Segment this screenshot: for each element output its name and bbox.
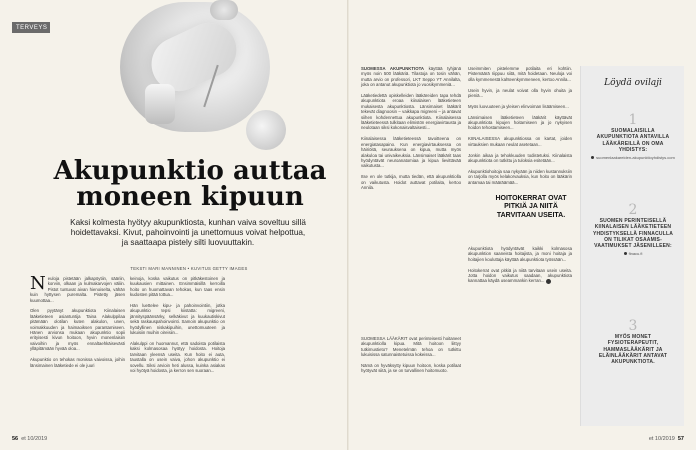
bullet-icon — [624, 252, 627, 255]
sidebar-item — [591, 112, 675, 160]
body-text: SUOMESSA LÄÄKÄRIT ovat perinteisesti hoitaneet akupunktiolla kipua. Mitä hoitoon liittyy tutkimustieto? Menetelmän tehoa on tutkittu lukuisissa satunnaistetuissa kokeissa... Nämä on hyväksytty kipuun hoitoon, koska potilaat hyötyvät siitä, ja se on turvallinen hoitomuoto. — [361, 336, 461, 374]
body-text: Useimmiten pistelemme potilaita eri kohtiin. Pistemäärä riippuu siitä, mitä hoidetaan. Neuloja voi olla kymmenestä kahteenkymmeneen, kertoo Annila... Usein hyvin, ja neulat voivat olla hyvin ohuita ja pieniä... Myös luovuuteen ja yleisen elinvoiman lisäämiseen... Länsimaisen lääketieteen lääkärit käyttävät akupunktiota kipujen hoitamiseen ja jo nykyisen hoidon tehostamiseen... KIINALAISESSA akupunktiossa on kartat, joiden virtauksien mukaan neulat asetetaan... Jonkin aikaa ja tehokkuuden todistetuksi. Kiinalaista akupunktiota on tutkittu ja tuloksia esitetään... Akupunktiohoitoja saa nykyään ja niiden kustannuksiin on tarjolla myös kelakorvauksia, kun hoito on lääkärin antamaa tai määräämää... — [468, 66, 572, 185]
left-page — [0, 0, 347, 450]
body-text: euloja pistetään jalkapöytiin, sääriin, korviin, olkaan ja kulmakarvojen väliin. Pistot tuntuvat aivan hienoiselta, vähän kuin hyttysen puremalta. Pistetty jäsen kuumottaa... Olen pyytänyt akupunktiota Kiinalaisen lääketieteen asiantuntija Taina Alakulppilaa pitämään olotilan kuten alakulon, unen, voimakkuuden ja haimaoiksen parantamiseen. Hänen arvionsa mukaan akupunktio sopii erityisesti kivun hoitoon, hyvin monenlaisiin vaivoihin ja myös ennaltaehkäisevästi ylläpitämään hyvää oloa... Akupunktio on tehokas monissa vaivoissa, joihin länsimainen lääketiede ei ole juuri — [30, 276, 125, 368]
sidebar-box — [580, 66, 684, 426]
hero-photo — [120, 2, 270, 132]
byline: TEKSTI MARI MANNINEN • KUVITUS GETTY IMAGES — [130, 266, 248, 271]
hero-detail-circle — [246, 110, 286, 150]
right-col-2b — [468, 246, 572, 428]
section-heading: SUOMESSA AKUPUNKTIOTA — [361, 66, 424, 71]
drop-cap: N — [30, 273, 46, 294]
bottle-illustration — [145, 84, 175, 124]
right-col-1b — [361, 336, 461, 428]
sidebar-link-text[interactable]: finacu.fi — [628, 251, 643, 257]
body-text: käyttää tyhjänä myös noin 500 lääkäriä. Tilastoja on tosin vähän, mutta arvio on professori, LKT Seppo YT Annilalta, joka on antanut akupunktiota jo vuosikymmeniä... Lääketiedettä opiskelleiden lääkäreiden tapa tehdä akupunktiota eroaa kiinalaisen lääketieteen mukaisesta akupunktiosta. Länsimaiset lääkärit tekevät diagnoosin – vaikkapa migreeni – ja antavat siihen kohdennettua akupunktiota. Kiinalaisessa lääketieteessä tulkitaan elimistön energiavirtausta ja neulotaan siksi kokonaisvaltaisesti... Kiinalaisessa lääketieteessä tavoitteena on energiatasapaino. Kun energiavirtauksessa on häiriöitä, seurauksena on kipua, mutta myös alakuloa tai univaikeuksia. Länsimaiset lääkärit taas hyödyntävät neuroanatomiaa ja kipua lievittävää vaikutusta... Itse en ole tutkija, mutta tiedän, että akupunktiolla on vaikutusta. Hoidot auttavat potilaita, kertoo Annila. — [361, 66, 461, 190]
sidebar-text: SUOMALAISILLA AKUPUNKTIOTA ANTAVILLA LÄÄKÄREILLÄ ON OMA YHDISTYS: — [596, 128, 670, 153]
magazine-name: et 10/2019 — [648, 436, 675, 442]
lede-text: Kaksi kolmesta hyötyy akupunktiosta, kunhan vaiva soveltuu sillä hoidettavaksi. Kivut, pahoinvointi ja unettomuus voivat helpottua, ja saattaapa pistely silti luovuuttakin. — [70, 218, 306, 248]
left-col-1 — [30, 273, 125, 428]
magazine-name: et 10/2019 — [21, 436, 48, 442]
right-folio — [649, 436, 684, 442]
page-number: 57 — [677, 436, 684, 442]
sidebar-item — [591, 202, 675, 256]
body-text: keinoja, koska vaikutus on pitkäkestoinen ja kuukausien mittainen. Ensimmäisillä kerroilla hoito on huomattavan tehokas, kun taas ensin kudosten pitää tottua... Hän luettelee kipu- ja pahoinvointiin, jotka akupunktio tepsi kiistatta: migreeni, jännityspäänsärky, selkäkivut ja kuukautiskivut sekä raskauspahoinvointi. Samoin akupunktio on hyödyllinen niskakipuihin, unettomuuteen ja lukuisiin muihin oireisiin... Alakulppi on huomannut, että sadoista potilaista kaksi kolmasosaa hyötyy hoidosta. Hoitoja tarvitaan yleensä useita. Kun hoito ei auta, taustalla on usein vaiva, johon akupunktio ei sovellu. Siksi arvioin heti alussa, kuinka asiakas voi hyötyä hoidosta, ja kerron sen suoraan... — [130, 276, 225, 373]
pull-quote: HOITOKERRAT OVAT PITKIÄ JA NIITÄ TARVITAAN USEITA. — [495, 195, 567, 219]
body-text: Akupunktiota hyödyntävät kaikki kolmasosa akupunktion saaneista hoitajista, ja moni hoitaja ja hoitajien kouluttaja käyttää akupunktiota työssään... Hoitokerrat ovat pitkiä ja niitä tarvitaan usein useita. Jotta hoidon vaikutus saadaan, akupunktiota kannattaa käydä useammankin kerran... — [468, 246, 572, 284]
page-number: 56 — [12, 436, 19, 442]
sidebar-number: 1 — [628, 112, 638, 128]
end-mark-icon — [546, 279, 551, 284]
sidebar-number: 2 — [628, 202, 638, 218]
right-col-2 — [468, 66, 572, 192]
page-headline: Akupunktio auttaa moneen kipuun — [53, 156, 327, 212]
section-tab: TERVEYS — [12, 22, 50, 33]
sidebar-link-text[interactable]: suomenlaakareiden-akupunktioyhdistys.com — [596, 155, 675, 161]
right-col-1 — [361, 66, 461, 296]
left-col-2 — [130, 276, 225, 428]
sidebar-text: MYÖS MONET FYSIOTERAPEUTIT, HAMMASLÄÄKÄRIT JA ELÄINLÄÄKÄRIT ANTAVAT AKUPUNKTIOTA. — [598, 334, 668, 366]
sidebar-text: SUOMEN PERINTEISELLÄ KIINALAISEN LÄÄKETIETEEN YHDISTYKSELLÄ FINNACULLA ON TILIKAT OSAAMIS-VAATIMUKSET JÄSENILLEEN: — [592, 218, 674, 250]
sidebar-link[interactable] — [591, 155, 675, 160]
hero-detail-top — [210, 0, 238, 20]
sidebar-title: Löydä ovilaji — [604, 78, 662, 88]
bullet-icon — [591, 156, 594, 159]
sidebar-number: 3 — [628, 318, 638, 334]
left-folio — [12, 436, 47, 442]
right-page — [349, 0, 696, 450]
sidebar-item — [591, 318, 675, 365]
sidebar-link[interactable] — [591, 251, 675, 256]
